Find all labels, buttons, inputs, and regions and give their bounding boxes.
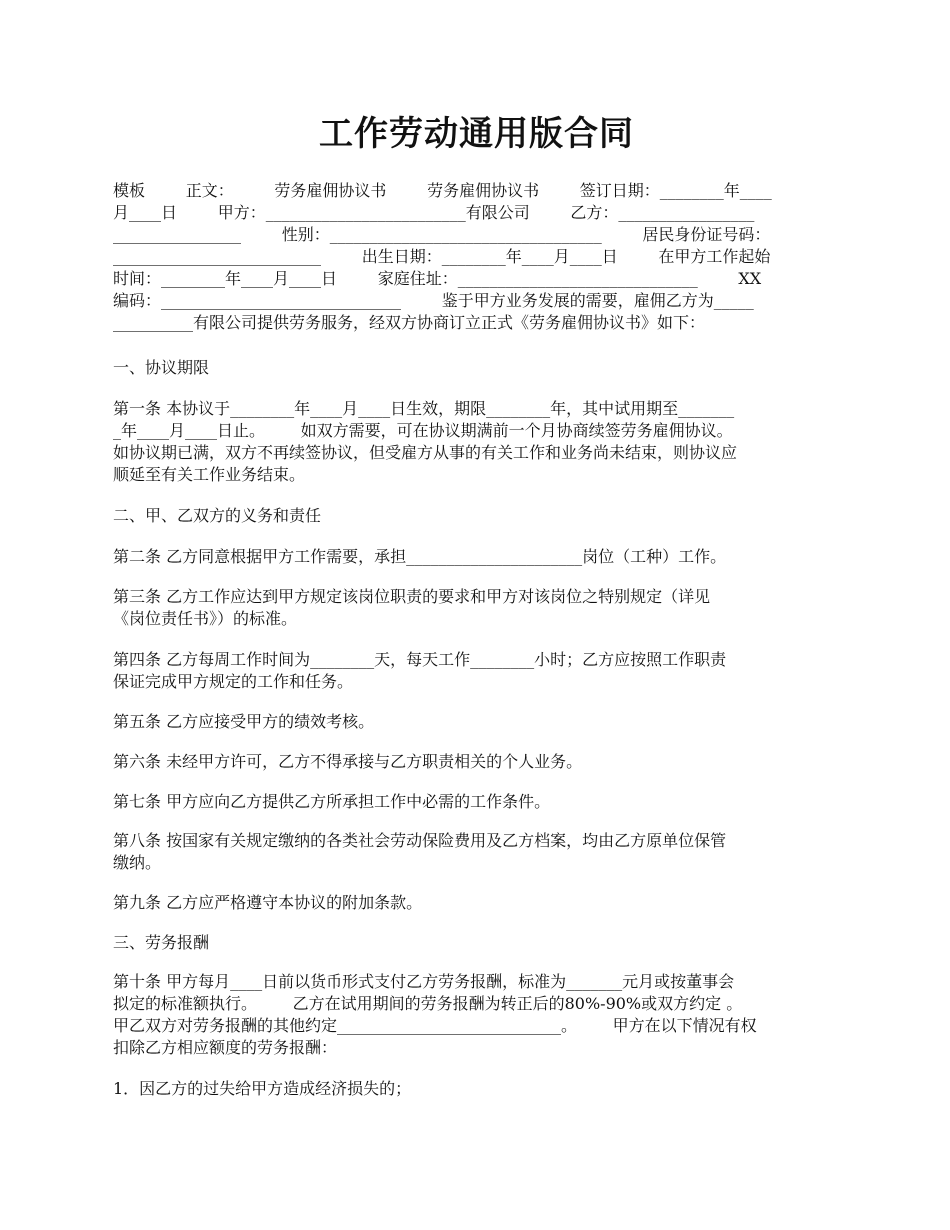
clause-1: 第一条 本协议于________年____月____日生效，期限________年，其中试用期至_______ _年____月____日止。 如双方需要，可在协议期满前一个月协商续签劳务雇佣协议。 如协议期已满，双方不再续签协议，但受雇方从事的有关工作和业务尚未结束，则协议应 顺延至有关工作业务结束。 bbox=[113, 399, 738, 484]
intro-line: __________________________ 出生日期：________年____月____日 在甲方工作起始 bbox=[113, 247, 771, 266]
intro-line: 模板 正文： 劳务雇佣协议书 劳务雇佣协议书 签订日期：________年____ bbox=[113, 181, 772, 200]
list-item-1: 1．因乙方的过失给甲方造成经济损失的； bbox=[113, 1079, 412, 1098]
clause-10: 第十条 甲方每月____日前以货币形式支付乙方劳务报酬，标准为_______元月或按董事会 拟定的标准额执行。 乙方在试用期间的劳务报酬为转正后的80%-90%或双方约定 。 甲乙双方对劳务报酬的其他约定____________________________。 甲方在以下情况有权 扣除乙方相应额度的劳务报酬： bbox=[113, 972, 757, 1057]
intro-line: ________________ 性别：__________________________________ 居民身份证号码： bbox=[113, 225, 771, 244]
intro-line: 月____日 甲方：_________________________有限公司 乙方：_________________ bbox=[113, 203, 755, 222]
document-title: 工作劳动通用版合同 bbox=[319, 114, 634, 154]
section-heading-pay: 三、劳务报酬 bbox=[113, 933, 210, 952]
clause-4: 第四条 乙方每周工作时间为________天，每天工作________小时；乙方应按照工作职责 保证完成甲方规定的工作和任务。 bbox=[113, 650, 727, 691]
clause-2: 第二条 乙方同意根据甲方工作需要，承担______________________岗位（工种）工作。 bbox=[113, 547, 727, 566]
intro-line: 时间：________年____月____日 家庭住址：______________________________ XX bbox=[113, 269, 762, 288]
clause-7: 第七条 甲方应向乙方提供乙方所承担工作中必需的工作条件。 bbox=[113, 792, 551, 811]
clause-8: 第八条 按国家有关规定缴纳的各类社会劳动保险费用及乙方档案，均由乙方原单位保管 缴纳。 bbox=[113, 831, 727, 872]
section-heading-duties: 二、甲、乙双方的义务和责任 bbox=[113, 506, 322, 525]
section-heading-term: 一、协议期限 bbox=[113, 358, 210, 377]
clause-3: 第三条 乙方工作应达到甲方规定该岗位职责的要求和甲方对该岗位之特别规定（详见 《岗位责任书》）的标准。 bbox=[113, 587, 711, 628]
intro-line: 编码：______________________________ 鉴于甲方业务发展的需要，雇佣乙方为_____ bbox=[113, 291, 754, 310]
intro-paragraph bbox=[113, 180, 840, 334]
clause-9: 第九条 乙方应严格遵守本协议的附加条款。 bbox=[113, 893, 423, 912]
clause-6: 第六条 未经甲方许可，乙方不得承接与乙方职责相关的个人业务。 bbox=[113, 752, 583, 771]
intro-line: __________有限公司提供劳务服务，经双方协商订立正式《劳务雇佣协议书》如下： bbox=[113, 313, 706, 332]
clause-5: 第五条 乙方应接受甲方的绩效考核。 bbox=[113, 712, 375, 731]
